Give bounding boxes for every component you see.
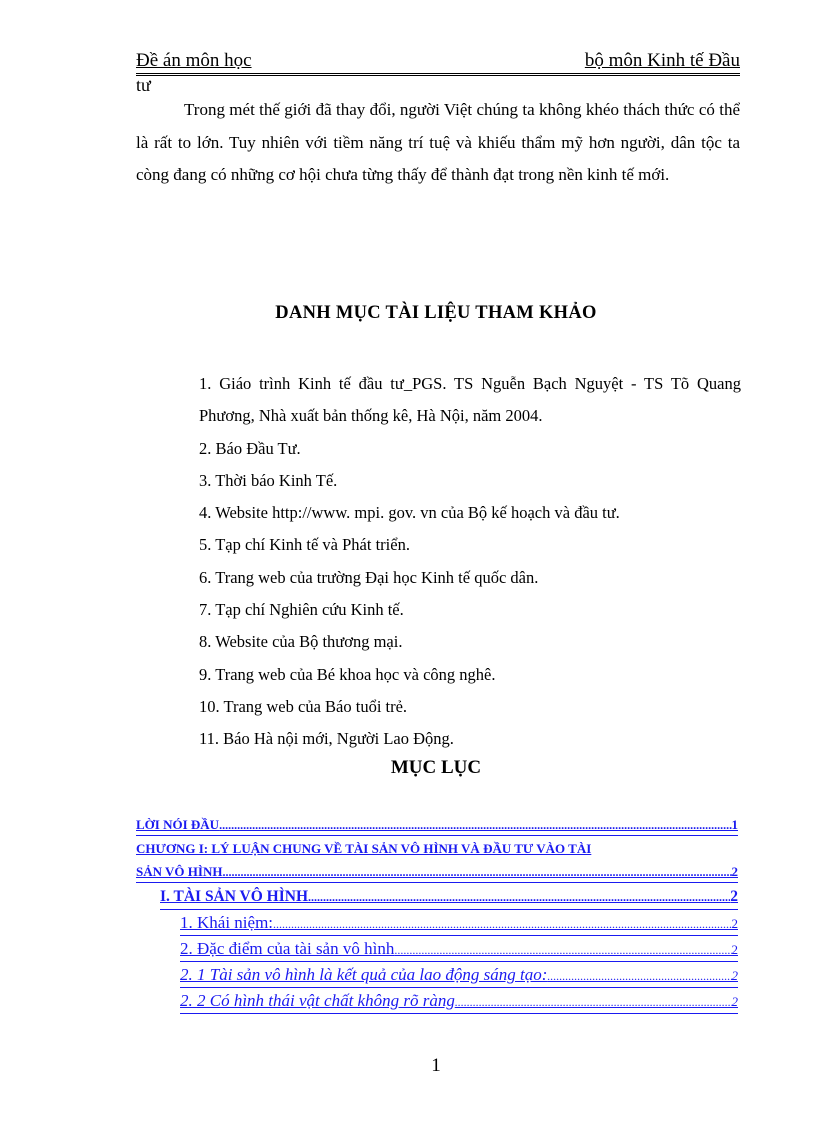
toc-entry-2-2[interactable]: 2. 2 Có hình thái vật chất không rõ ràng ..... 2 (180, 990, 738, 1014)
toc-entry-chuong-1-cont[interactable]: SẢN VÔ HÌNH ..... 2 (136, 862, 738, 883)
reference-item: 1. Giáo trình Kinh tế đầu tư_PGS. TS Nguễn Bạch Nguyệt - TS Tõ Quang Phương, Nhà xuất bản thống kê, Hà Nội, năm 2004. (199, 374, 741, 426)
intro-paragraph: Trong mét thế giới đã thay đổi, người Việt chúng ta không khéo thách thức có thể là rất to lớn. Tuy nhiên với tiềm năng trí tuệ và khiếu thẩm mỹ hơn người, dân tộc ta còng đang có những cơ hội chưa từng thấy để thành đạt trong nền kinh tế mới. (136, 100, 740, 184)
reference-item: 8. Website của Bộ thương mại. (199, 632, 403, 652)
header-continuation: tư (136, 75, 151, 95)
page-header (136, 50, 740, 76)
reference-item: 2. Báo Đầu Tư. (199, 438, 301, 458)
page-number: 1 (431, 1055, 441, 1076)
reference-item: 11. Báo Hà nội mới, Người Lao Động. (199, 729, 454, 749)
table-of-contents (136, 815, 738, 1016)
toc-entry-tai-san-vo-hinh[interactable]: I. TÀI SẢN VÔ HÌNH ..... 2 (160, 885, 738, 910)
reference-item: 4. Website http://www. mpi. gov. vn của Bộ kế hoạch và đầu tư. (199, 503, 620, 523)
toc-entry-khai-niem[interactable]: 1. Khái niệm: ..... 2 (180, 912, 738, 936)
reference-item: 3. Thời báo Kinh Tế. (199, 470, 338, 490)
references-list (199, 368, 741, 756)
reference-item: 6. Trang web của trường Đại học Kinh tế quốc dân. (199, 567, 539, 587)
toc-title: MỤC LỤC (390, 757, 482, 778)
reference-item: 9. Trang web của Bé khoa học và công nghê. (199, 664, 496, 684)
references-title: DANH MỤC TÀI LIỆU THAM KHẢO (275, 303, 597, 323)
reference-item: 7. Tạp chí Nghiên cứu Kinh tế. (199, 600, 404, 620)
toc-entry-loi-noi-dau[interactable]: LỜI NÓI ĐẦU ..... 1 (136, 815, 738, 836)
toc-entry-dac-diem[interactable]: 2. Đặc điểm của tài sản vô hình ..... 2 (180, 938, 738, 962)
toc-entry-2-1[interactable]: 2. 1 Tài sản vô hình là kết quả của lao động sáng tạo: ..... 2 (180, 964, 738, 988)
reference-item: 10. Trang web của Báo tuổi trẻ. (199, 696, 408, 716)
header-left: Đề án môn học (136, 50, 252, 71)
reference-item: 5. Tạp chí Kinh tế và Phát triển. (199, 535, 410, 555)
header-right: bộ môn Kinh tế Đầu (584, 50, 740, 71)
toc-entry-chuong-1[interactable]: CHƯƠNG I: LÝ LUẬN CHUNG VỀ TÀI SẢN VÔ HÌNH VÀ ĐẦU TƯ VÀO TÀI (136, 841, 592, 856)
